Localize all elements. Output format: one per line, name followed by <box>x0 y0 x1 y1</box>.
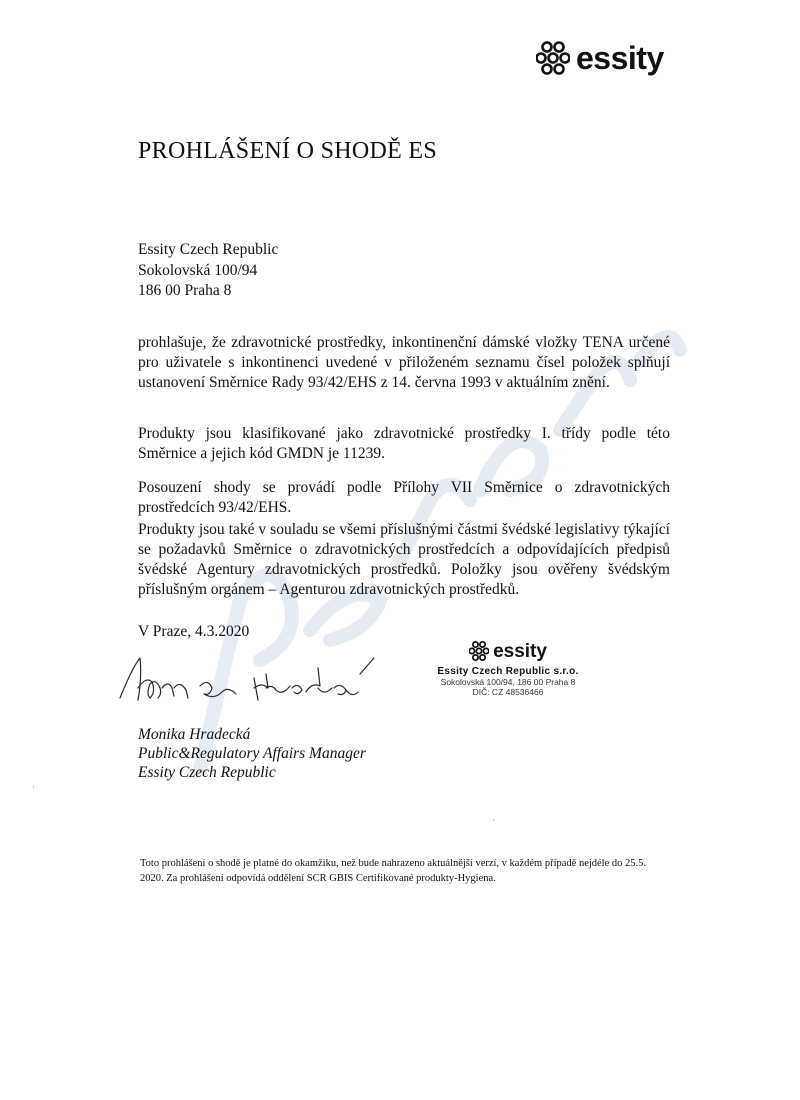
stamp-wordmark: essity <box>493 640 547 662</box>
address-line-city: 186 00 Praha 8 <box>138 282 232 299</box>
validity-note: Toto prohlášení o shodě je platné do okamžiku, než bude nahrazeno aktuálnější verzí, v každém případě nejdéle do 25.5. 2020. Za prohlášení odpovídá oddělení SCR GBIS Certifikované produkty-Hygiena. <box>140 858 647 884</box>
date-line: V Praze, 4.3.2020 <box>138 623 250 640</box>
signer-company: Essity Czech Republic <box>138 764 276 781</box>
stamp-dic: DIČ: CZ 48536466 <box>472 687 544 697</box>
company-logo <box>536 40 664 76</box>
address-line-company: Essity Czech Republic <box>138 241 279 258</box>
paragraph-declaration: prohlašuje, že zdravotnické prostředky, inkontinenční dámské vložky TENA určené pro uživatele s inkontinenci uvedené v přiloženém seznamu čísel položek splňují ustanovení Směrnice Rady 93/42/EHS z 14. června 1993 v aktuálním znění. <box>138 334 670 391</box>
essity-mark-icon <box>469 640 489 662</box>
paragraph-assessment: Posouzení shody se provádí podle Přílohy VII Směrnice o zdravotnických prostředcích 93/42/EHS. <box>138 479 670 516</box>
paragraph-legislation: Produkty jsou také v souladu se všemi příslušnými částmi švédské legislativy týkající se požadavků Směrnice o zdravotnických prostředcích a odpovídajících předpisů švédské Agentury zdravotnických prostředků. Položky jsou ověřeny švédským příslušným orgánem – Agenturou zdravotnických prostředků. <box>138 521 670 598</box>
logo-wordmark: essity <box>576 40 664 76</box>
essity-mark-icon <box>536 40 570 76</box>
document-title: PROHLÁŠENÍ O SHODĚ ES <box>138 138 437 164</box>
signer-block <box>138 725 366 782</box>
stamp-logo <box>418 640 598 662</box>
address-line-street: Sokolovská 100/94 <box>138 261 258 279</box>
scan-speck: · <box>492 815 495 825</box>
company-address <box>138 240 278 302</box>
company-stamp <box>418 640 598 697</box>
stamp-company: Essity Czech Republic s.r.o. <box>437 666 579 677</box>
scan-speck: · <box>32 782 35 792</box>
stamp-address: Sokolovská 100/94, 186 00 Praha 8 <box>440 677 576 687</box>
signer-role: Public&Regulatory Affairs Manager <box>138 745 366 762</box>
handwritten-signature <box>112 648 382 718</box>
paragraph-classification: Produkty jsou klasifikované jako zdravotnické prostředky I. třídy podle této Směrnice a jejich kód GMDN je 11239. <box>138 425 670 462</box>
signer-name: Monika Hradecká <box>138 726 251 743</box>
